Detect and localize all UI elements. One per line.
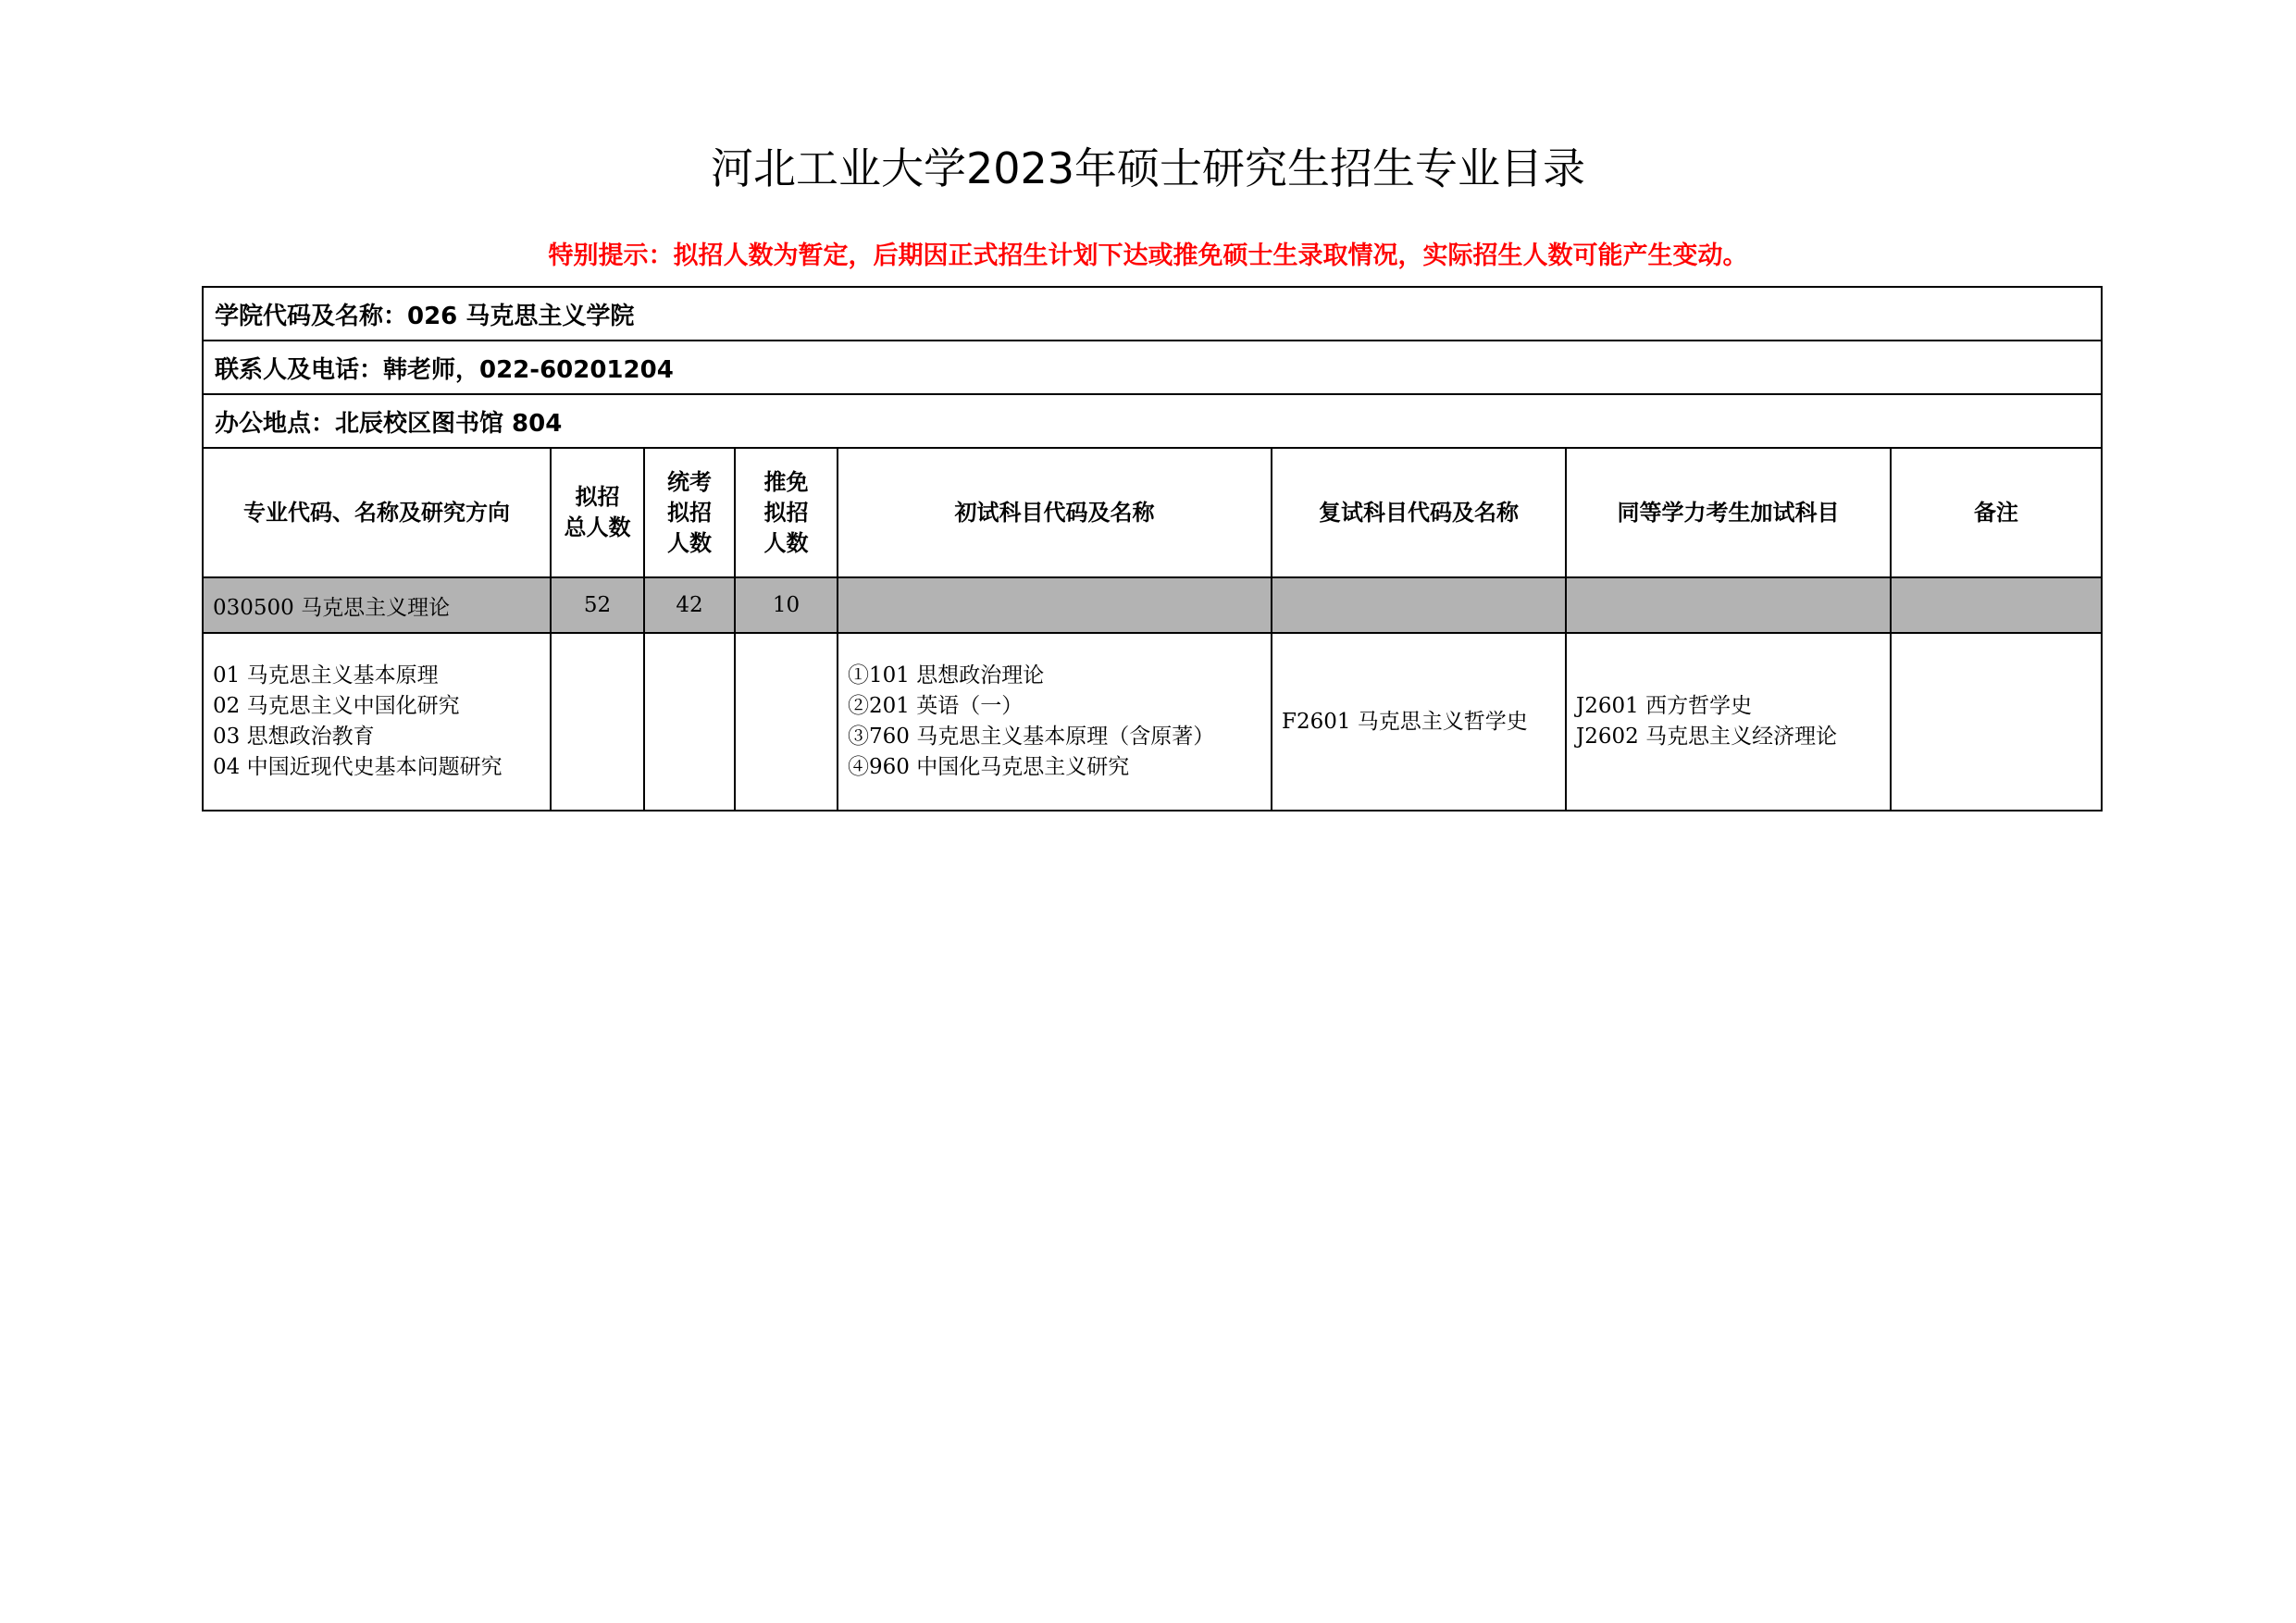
details-row: [203, 633, 2102, 811]
header-recommended: [735, 448, 838, 577]
direction-item: 01 马克思主义基本原理: [213, 663, 439, 688]
major-initial-exam-cell: [838, 577, 1272, 633]
table-header-row: [203, 448, 2102, 577]
details-recommended-cell: [735, 633, 838, 811]
header-line: 人数: [667, 529, 712, 556]
catalog-table: [202, 286, 2103, 812]
header-retest: 复试科目代码及名称: [1272, 448, 1566, 577]
initial-exam-item: ④960 中国化马克思主义研究: [848, 755, 1130, 779]
header-unified-exam: [644, 448, 735, 577]
header-line: 拟招: [763, 499, 809, 526]
initial-exam-subjects: [838, 633, 1272, 811]
initial-exam-item: ①101 思想政治理论: [848, 663, 1045, 688]
major-remarks-cell: [1891, 577, 2102, 633]
direction-item: 02 马克思主义中国化研究: [213, 694, 460, 718]
major-retest-cell: [1272, 577, 1566, 633]
details-unified-exam-cell: [644, 633, 735, 811]
unified-exam-value: 42: [644, 577, 735, 633]
equivalent-extra-item: J2602 马克思主义经济理论: [1576, 725, 1838, 749]
special-notice: 特别提示：拟招人数为暂定，后期因正式招生计划下达或推免硕士生录取情况，实际招生人数可能产生变动。: [548, 242, 1748, 270]
major-row: [203, 577, 2102, 633]
initial-exam-item: ③760 马克思主义基本原理（含原著）: [848, 725, 1215, 749]
contact-row: 联系人及电话：韩老师，022-60201204: [203, 341, 2102, 394]
header-line: 推免: [763, 468, 809, 495]
header-line: 拟招: [575, 484, 620, 510]
retest-item: F2601 马克思主义哲学史: [1282, 709, 1528, 734]
header-planned-total: [551, 448, 644, 577]
header-initial-exam: 初试科目代码及名称: [838, 448, 1272, 577]
retest-subject: [1272, 633, 1566, 811]
research-directions: [203, 633, 551, 811]
header-line: 拟招: [667, 499, 712, 526]
header-remarks: 备注: [1891, 448, 2102, 577]
direction-item: 03 思想政治教育: [213, 725, 375, 749]
initial-exam-item: ②201 英语（一）: [848, 694, 1024, 718]
college-name-row: 学院代码及名称：026 马克思主义学院: [203, 287, 2102, 341]
planned-total-value: 52: [551, 577, 644, 633]
header-line: 人数: [763, 529, 809, 556]
header-line: 总人数: [564, 514, 631, 540]
header-equivalent-extra: 同等学力考生加试科目: [1566, 448, 1891, 577]
equivalent-extra-subjects: [1566, 633, 1891, 811]
recommended-value: 10: [735, 577, 838, 633]
major-name: 030500 马克思主义理论: [203, 577, 551, 633]
office-location-row: 办公地点：北辰校区图书馆 804: [203, 394, 2102, 448]
page-title: 河北工业大学2023年硕士研究生招生专业目录: [710, 143, 1586, 193]
header-major: 专业代码、名称及研究方向: [203, 448, 551, 577]
major-equivalent-cell: [1566, 577, 1891, 633]
header-line: 统考: [667, 468, 712, 495]
remarks-cell: [1891, 633, 2102, 811]
direction-item: 04 中国近现代史基本问题研究: [213, 755, 503, 779]
details-planned-total-cell: [551, 633, 644, 811]
equivalent-extra-item: J2601 西方哲学史: [1576, 694, 1753, 718]
